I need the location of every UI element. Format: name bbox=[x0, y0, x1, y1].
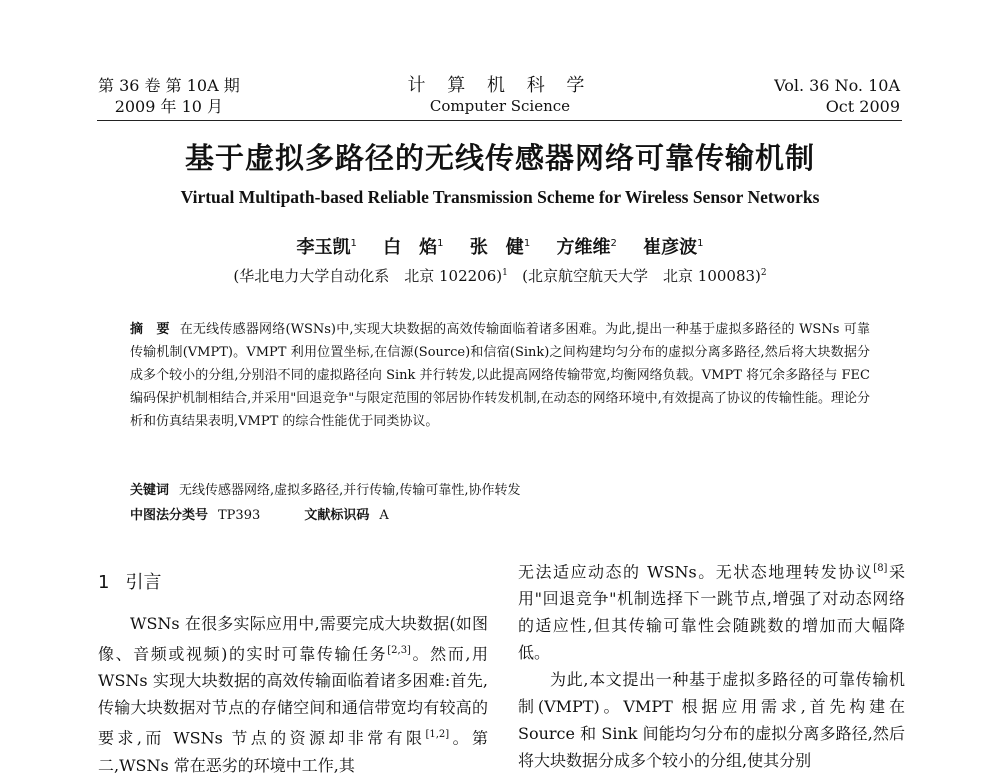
abstract-label: 摘 要 bbox=[130, 322, 170, 337]
clc-label: 中图法分类号 bbox=[130, 508, 209, 523]
journal-name-en: Computer Science bbox=[429, 97, 571, 115]
keywords bbox=[130, 479, 521, 498]
author: 李玉凯$^1$ bbox=[296, 237, 357, 258]
left-column bbox=[98, 610, 488, 779]
date-en: Oct 2009 bbox=[825, 97, 900, 116]
paper-title-cn: 基于虚拟多路径的无线传感器网络可靠传输机制 bbox=[184, 141, 815, 175]
date-cn: 2009 年 10 月 bbox=[114, 97, 224, 116]
doc-code-label: 文献标识码 bbox=[304, 508, 370, 523]
author: 白 焰$^1$ bbox=[383, 237, 444, 258]
section-heading bbox=[98, 568, 161, 594]
paper-title-en: Virtual Multipath-based Reliable Transmission Scheme for Wireless Sensor Networks bbox=[180, 187, 820, 207]
volume-en: Vol. 36 No. 10A bbox=[774, 76, 900, 95]
author-list bbox=[0, 233, 1000, 259]
keywords-text: 无线传感器网络,虚拟多路径,并行传输,传输可靠性,协作转发 bbox=[179, 483, 521, 498]
doc-code-value: A bbox=[379, 508, 389, 523]
section-number: 1 bbox=[98, 572, 110, 593]
clc-value: TP393 bbox=[218, 508, 261, 523]
paragraph: 无法适应动态的 WSNs。无状态地理转发协议[8]采用"回退竞争"机制选择下一跳节点,增强了对动态网络的适应性,但其传输可靠性会随跳数的增加而大幅降低。 bbox=[518, 562, 905, 663]
author: 崔彦波$^1$ bbox=[643, 237, 704, 258]
journal-name-cn: 计 算 机 科 学 bbox=[407, 75, 593, 96]
right-column bbox=[518, 555, 905, 774]
author: 张 健$^1$ bbox=[469, 237, 531, 258]
volume-cn: 第 36 卷 第 10A 期 bbox=[98, 76, 240, 95]
section-title: 引言 bbox=[125, 572, 162, 593]
affiliation-1: (华北电力大学自动化系 北京 102206) bbox=[233, 267, 503, 285]
abstract-text: 在无线传感器网络(WSNs)中,实现大块数据的高效传输面临着诸多困难。为此,提出一种基于虚拟多路径的 WSNs 可靠传输机制(VMPT)。VMPT 利用位置坐标,在信源(Source)和信宿(Sink)之间构建均匀分布的虚拟分离多路径,然后将大块数据分成多个较小的分组,分别沿不同的虚拟路径向 Sink 并行转发,以此提高网络传输带宽,均衡网络负载。VMPT 将冗余多路径与 FEC 编码保护机制相结合,并采用"回退竞争"与限定范围的邻居协作转发机制,在动态的网络环境中,有效提高了协议的传输性能。理论分析和仿真结果表明,VMPT 的综合性能优于同类协议。 bbox=[130, 322, 870, 429]
paragraph: 为此,本文提出一种基于虚拟多路径的可靠传输机制(VMPT)。VMPT 根据应用需求,首先构建在 Source 和 Sink 间能均匀分布的虚拟分离多路径,然后将大块数据分成多个较小的分组,使其分别 bbox=[518, 670, 905, 771]
paragraph: WSNs 在很多实际应用中,需要完成大块数据(如图像、音频或视频)的实时可靠传输任务[2,3]。然而,用 WSNs 实现大块数据的高效传输面临着诸多困难:首先,传输大块数据对节点的存储空间和通信带宽均有较高的要求,而 WSNs 节点的资源却非常有限[1,2]。第二,WSNs 常在恶劣的环境中工作,其 bbox=[98, 614, 488, 775]
abstract bbox=[130, 318, 870, 433]
keywords-label: 关键词 bbox=[130, 483, 170, 498]
affiliations: (华北电力大学自动化系 北京 102206)$^1$ (北京航空航天大学 北京 100083)$^2$ bbox=[233, 267, 767, 285]
classification bbox=[130, 504, 389, 523]
journal-issue-en bbox=[774, 75, 900, 117]
author: 方维维$^2$ bbox=[556, 237, 617, 258]
header-rule bbox=[97, 120, 902, 121]
affiliation-2: (北京航空航天大学 北京 100083) bbox=[522, 267, 761, 285]
